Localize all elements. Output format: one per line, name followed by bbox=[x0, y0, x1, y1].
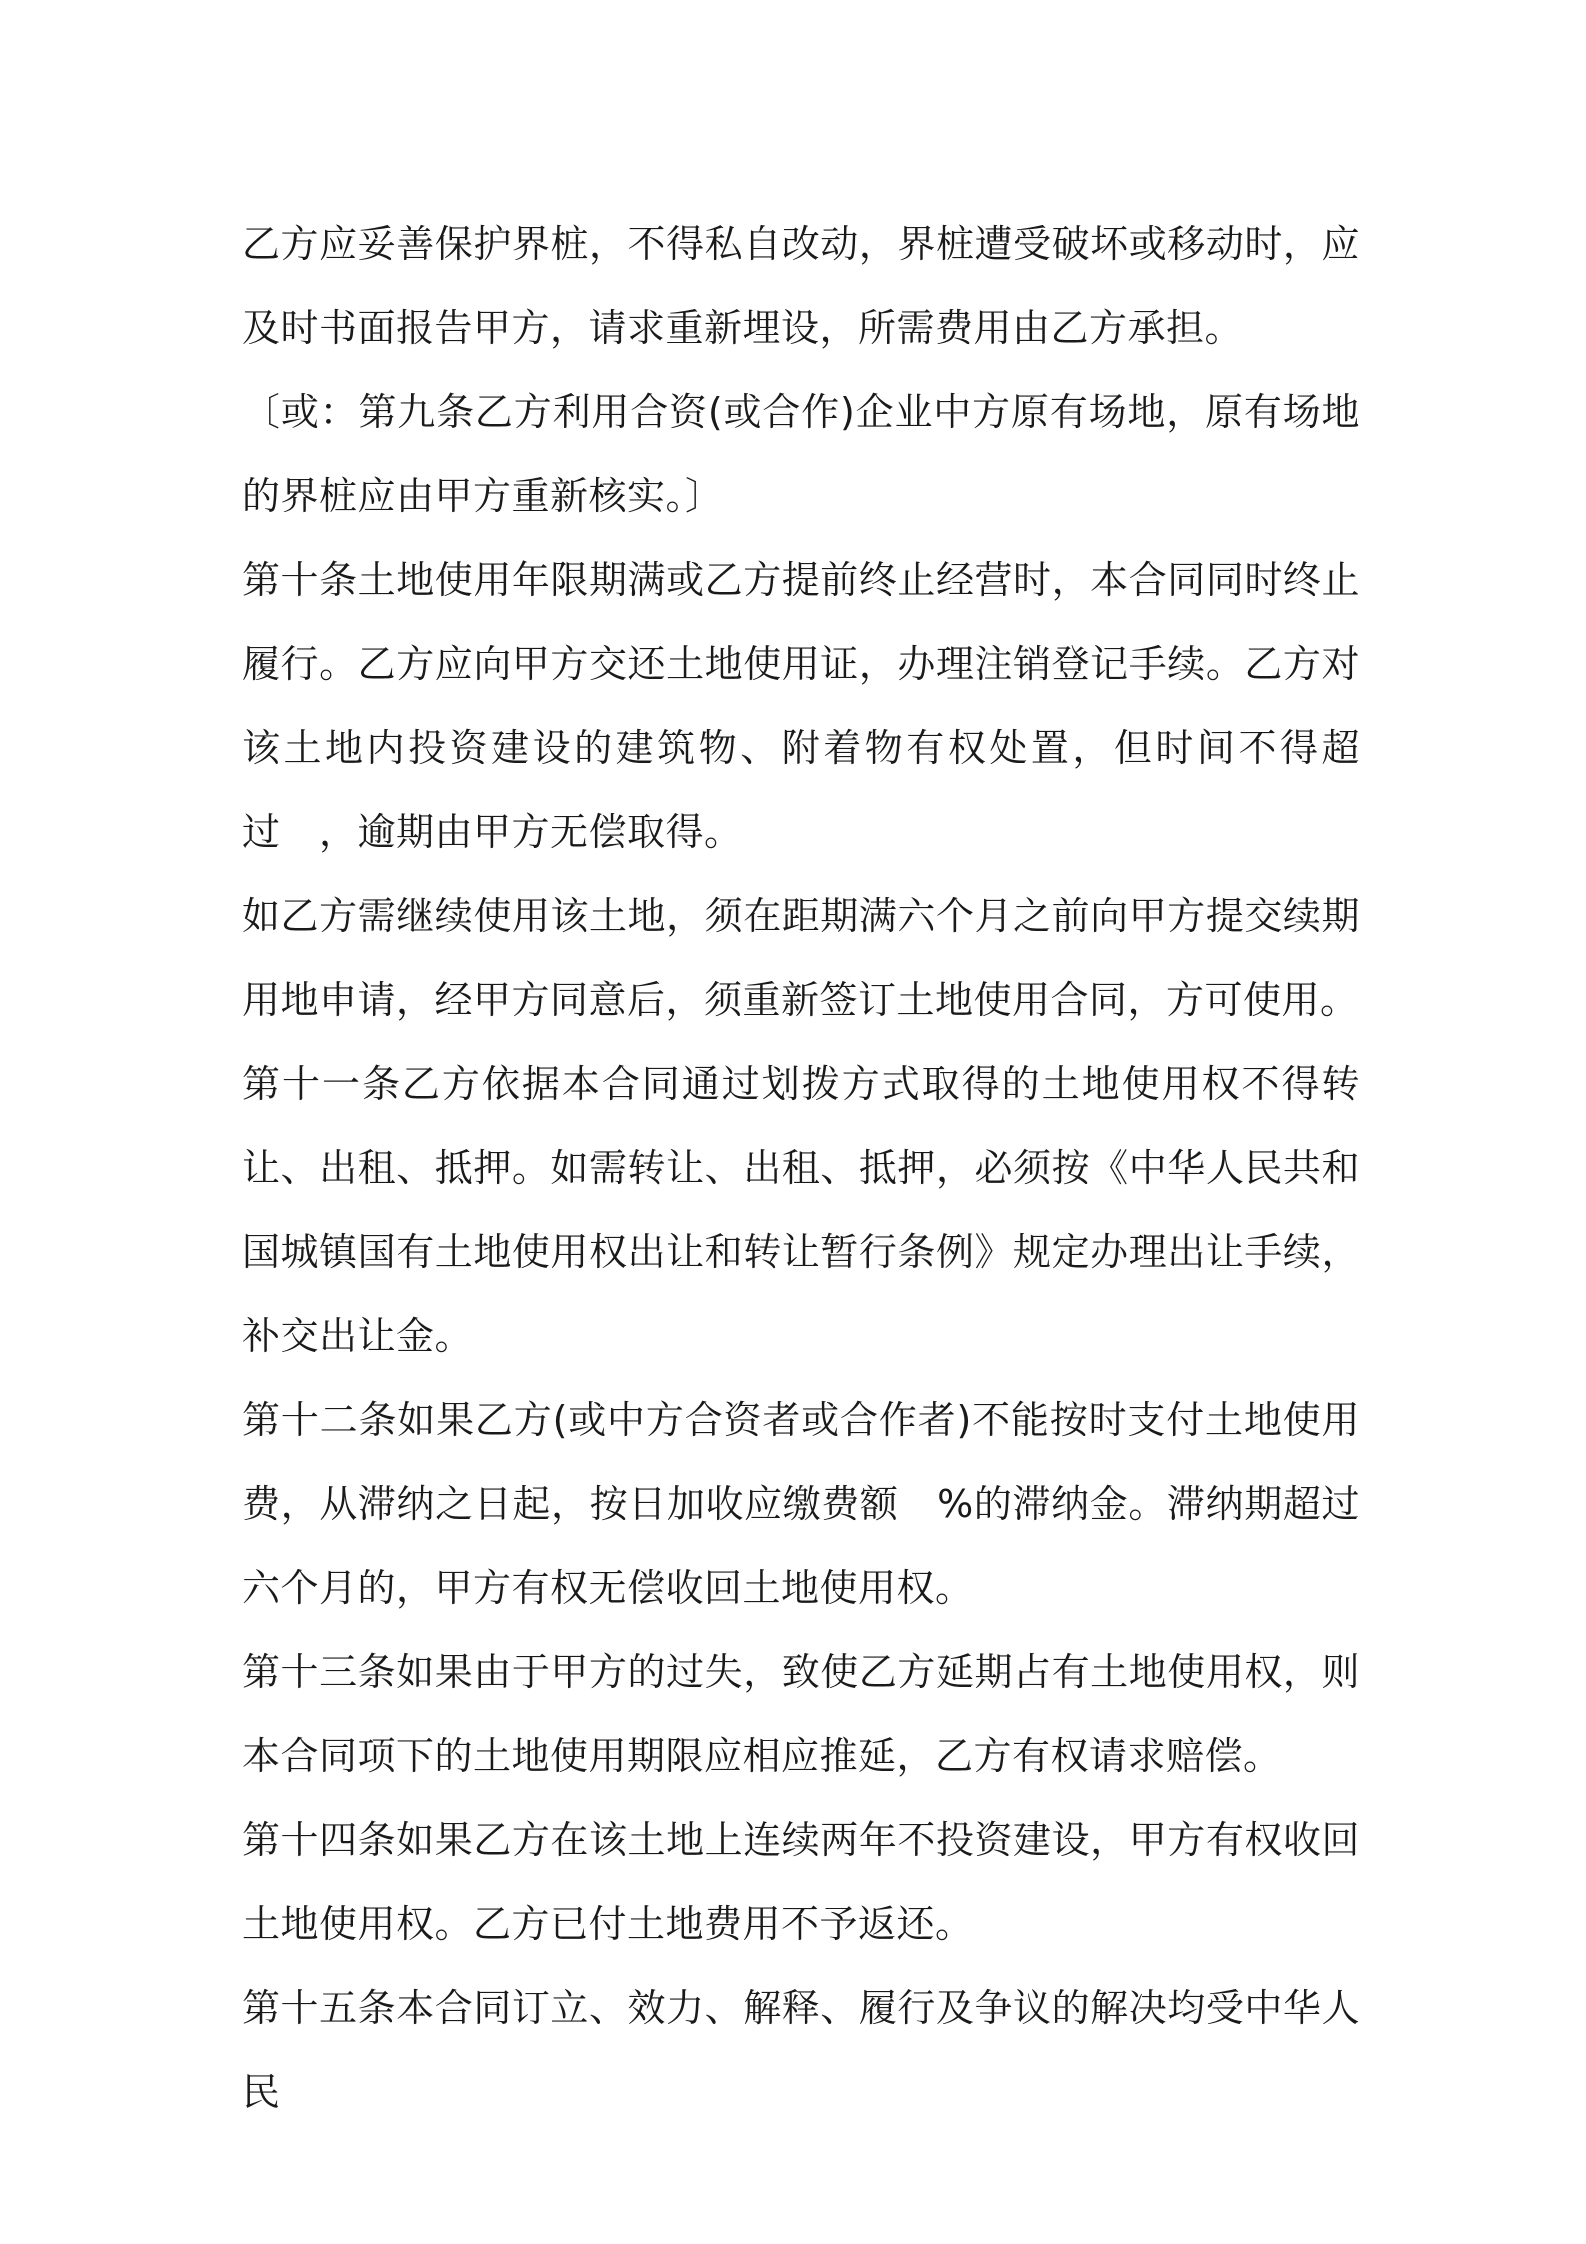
paragraph-article-13: 第十三条如果由于甲方的过失，致使乙方延期占有土地使用权，则本合同项下的土地使用期限应相应推延，乙方有权请求赔偿。 bbox=[242, 1650, 1360, 1778]
paragraph-article-15: 第十五条本合同订立、效力、解释、履行及争议的解决均受中华人民 bbox=[242, 1986, 1360, 2114]
paragraph-article-10: 第十条土地使用年限期满或乙方提前终止经营时，本合同同时终止履行。乙方应向甲方交还土地使用证，办理注销登记手续。乙方对该土地内投资建设的建筑物、附着物有权处置，但时间不得超过 ，逾期由甲方无偿取得。 bbox=[242, 558, 1360, 854]
paragraph-alternative-article-9: 〔或：第九条乙方利用合资(或合作)企业中方原有场地，原有场地的界桩应由甲方重新核实。〕 bbox=[242, 390, 1360, 518]
paragraph-boundary-stakes: 乙方应妥善保护界桩，不得私自改动，界桩遭受破坏或移动时，应及时书面报告甲方，请求重新埋设，所需费用由乙方承担。 bbox=[242, 222, 1360, 350]
paragraph-article-11: 第十一条乙方依据本合同通过划拨方式取得的土地使用权不得转让、出租、抵押。如需转让、出租、抵押，必须按《中华人民共和国城镇国有土地使用权出让和转让暂行条例》规定办理出让手续，补交出让金。 bbox=[242, 1062, 1360, 1358]
paragraph-renewal: 如乙方需继续使用该土地，须在距期满六个月之前向甲方提交续期用地申请，经甲方同意后，须重新签订土地使用合同，方可使用。 bbox=[242, 894, 1360, 1022]
document-body bbox=[242, 202, 1360, 2134]
paragraph-article-12: 第十二条如果乙方(或中方合资者或合作者)不能按时支付土地使用费，从滞纳之日起，按日加收应缴费额 %的滞纳金。滞纳期超过六个月的，甲方有权无偿收回土地使用权。 bbox=[242, 1398, 1360, 1610]
paragraph-article-14: 第十四条如果乙方在该土地上连续两年不投资建设，甲方有权收回土地使用权。乙方已付土地费用不予返还。 bbox=[242, 1818, 1360, 1946]
